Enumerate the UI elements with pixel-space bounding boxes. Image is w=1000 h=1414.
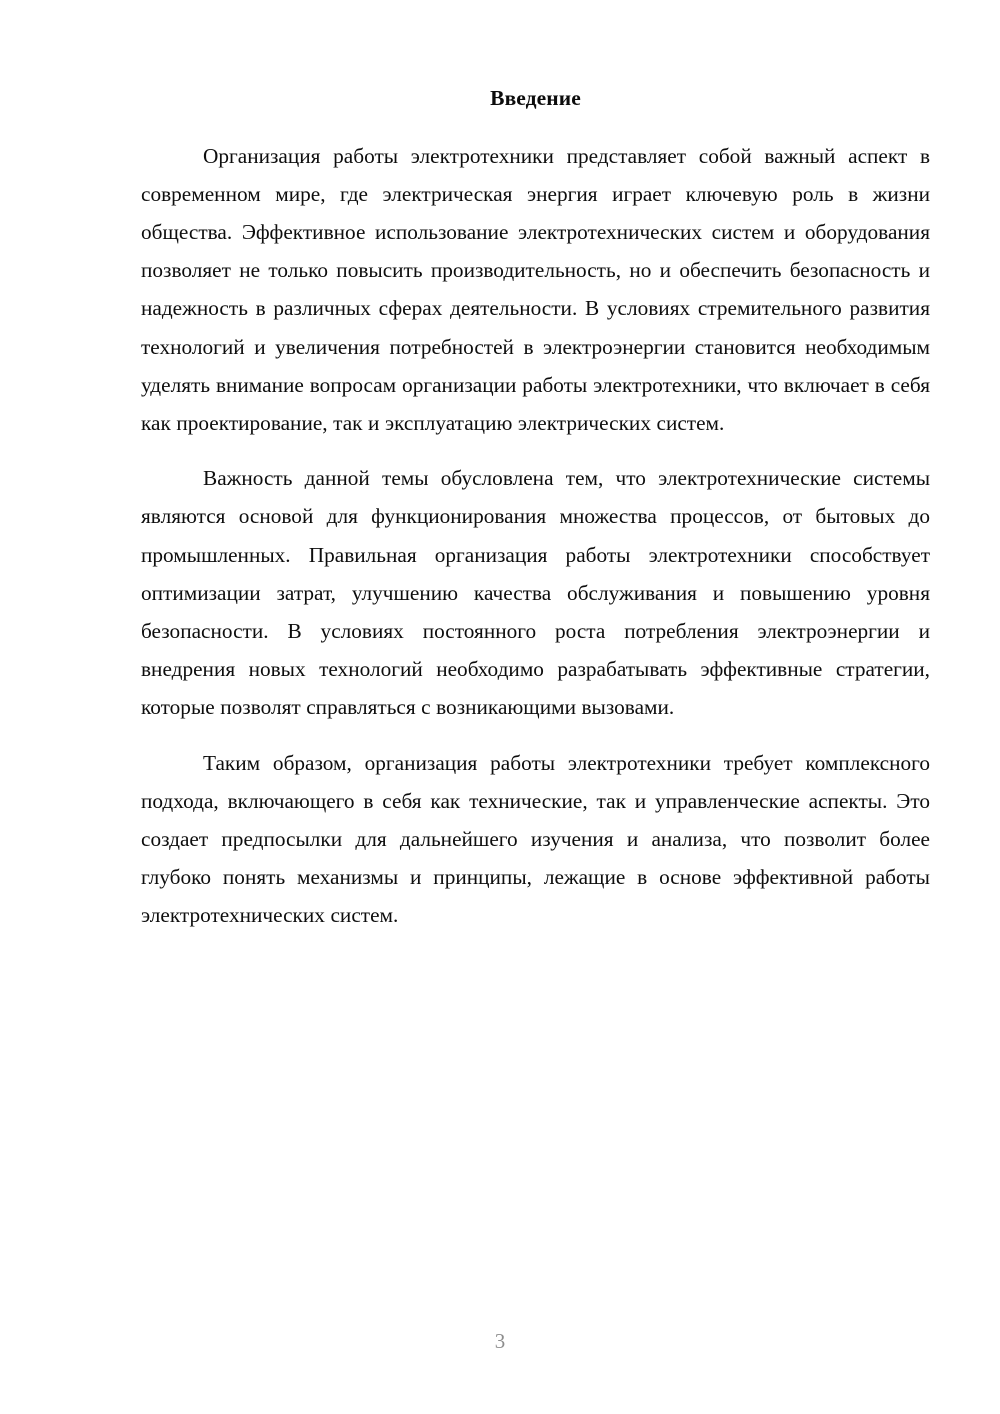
- page-number: 3: [494, 1329, 506, 1353]
- document-text-block: [141, 88, 930, 935]
- section-heading: Введение: [490, 86, 581, 110]
- body-paragraph-3: Таким образом, организация работы электротехники требует комплексного подхода, включающего в себя как технические, так и управленческие аспекты. Это создает предпосылки для дальнейшего изучения и анализа, что позволит более глубоко понять механизмы и принципы, лежащие в основе эффективной работы электротехнических систем.: [141, 750, 930, 928]
- body-paragraph-1: Организация работы электротехники представляет собой важный аспект в современном мире, где электрическая энергия играет ключевую роль в жизни общества. Эффективное использование электротехнических систем и оборудования позволяет не только повысить производительность, но и обеспечить безопасность и надежность в различных сферах деятельности. В условиях стремительного развития технологий и увеличения потребностей в электроэнергии становится необходимым уделять внимание вопросам организации работы электротехники, что включает в себя как проектирование, так и эксплуатацию электрических систем.: [141, 143, 930, 435]
- body-paragraph-2: Важность данной темы обусловлена тем, что электротехнические системы являются основой для функционирования множества процессов, от бытовых до промышленных. Правильная организация работы электротехники способствует оптимизации затрат, улучшению качества обслуживания и повышению уровня безопасности. В условиях постоянного роста потребления электроэнергии и внедрения новых технологий необходимо разрабатывать эффективные стратегии, которые позволят справляться с возникающими вызовами.: [141, 466, 930, 720]
